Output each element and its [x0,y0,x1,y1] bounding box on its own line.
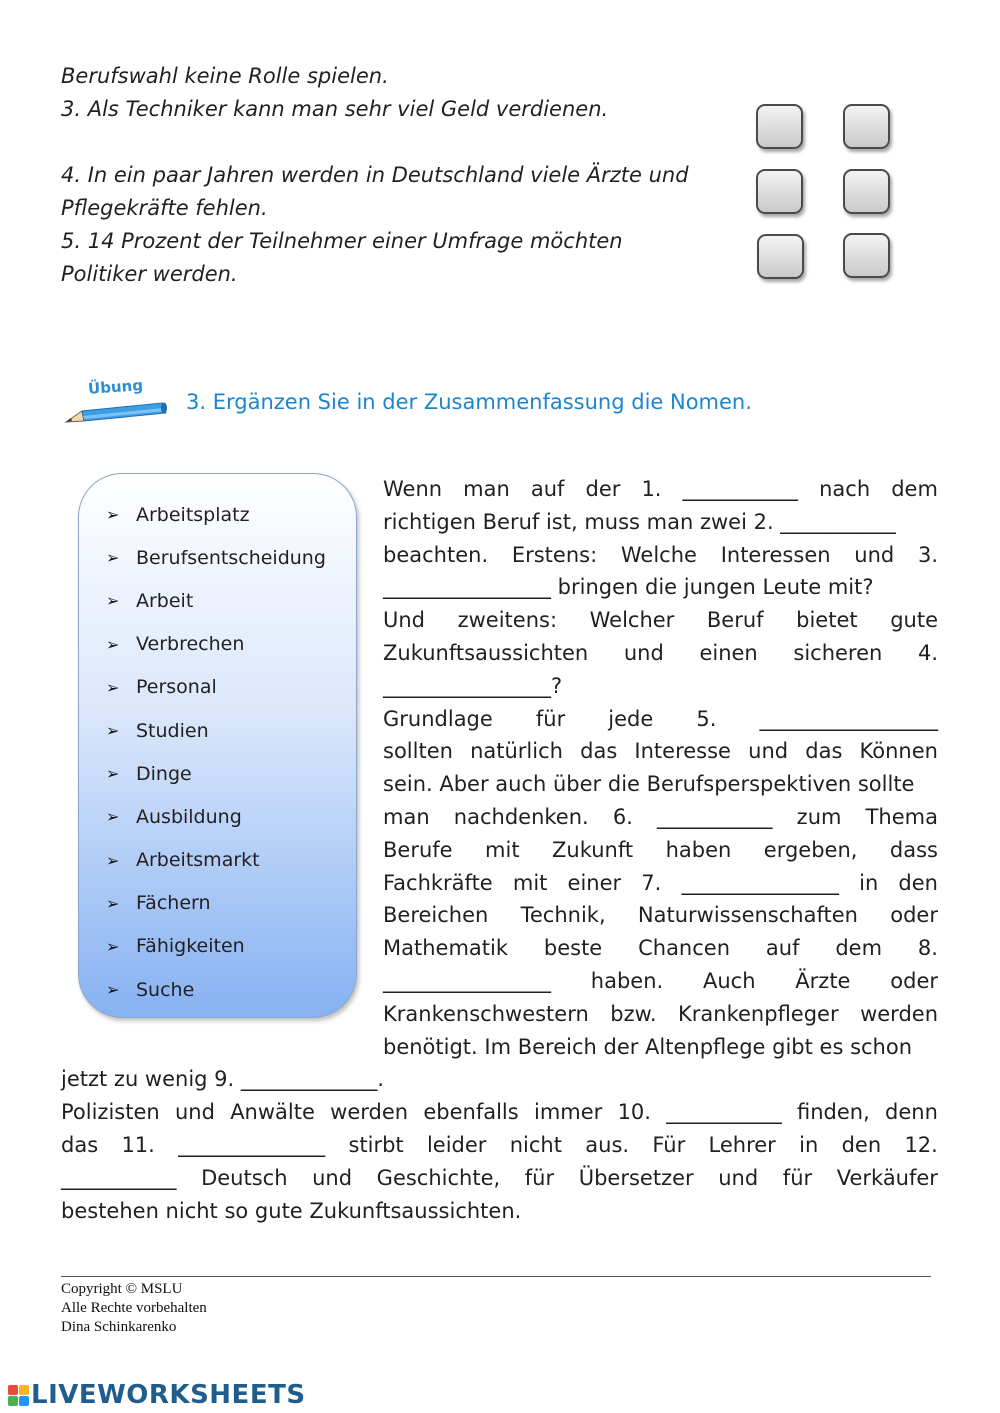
blank-answer-field[interactable]: ___________ [666,1100,782,1125]
summary-word: auf [530,477,565,501]
exercise-title: 3. Ergänzen Sie in der Zusammenfassung die Nomen. [186,390,752,414]
arrow-bullet-icon: ➢ [106,980,120,1000]
summary-word: in [859,870,879,895]
footer-author: Dina Schinkarenko [61,1319,177,1335]
word-bank-label: Arbeit [136,589,194,612]
word-bank-label: Fächern [136,892,211,915]
liveworksheets-brand[interactable] [8,1380,306,1410]
blank-answer-field[interactable]: ___________ [61,1165,177,1190]
summary-word: Welche [620,542,697,567]
word-bank-item[interactable] [106,623,326,666]
footer-divider [61,1276,931,1277]
word-bank-item[interactable] [106,493,326,536]
summary-word: Können [859,739,938,764]
summary-line [61,1195,938,1228]
summary-word: 11. [121,1133,155,1157]
summary-word: zweitens: [457,608,558,633]
word-bank-label: Arbeitsmarkt [136,849,260,872]
summary-word: 5. [696,706,717,731]
summary-word: 3. [917,542,938,567]
summary-word: und [748,739,789,764]
summary-word: 1. [641,477,662,501]
summary-word: Welcher [589,608,675,633]
summary-line [383,670,938,703]
summary-line [61,1096,938,1129]
summary-word: und [312,1165,353,1190]
summary-word: oder [890,903,938,928]
word-bank-item[interactable] [106,579,326,622]
summary-word: ebenfalls [423,1100,519,1125]
summary-word: und [854,542,895,567]
summary-word: Chancen [638,936,731,961]
summary-word: Erstens: [511,542,598,567]
logo-tile [19,1385,29,1395]
blank-answer-field[interactable]: ___________ [682,477,799,501]
summary-word: dem [835,936,883,961]
arrow-bullet-icon: ➢ [106,764,120,784]
statement-4-line-2: Pflegekräfte fehlen. [61,196,268,220]
summary-line [383,932,938,965]
summary-word: Fachkräfte [383,870,493,895]
summary-line [383,998,938,1031]
summary-word: ergeben, [763,837,858,862]
answer-box-5-richtig[interactable] [757,234,804,279]
word-bank-item[interactable] [106,925,326,968]
summary-word: oder [890,969,938,993]
summary-word: das [580,739,618,764]
word-bank-label: Dinge [136,762,192,785]
summary-word: Ärzte [795,969,851,993]
summary-word: Zukunftsaussichten [383,641,589,665]
summary-word: zum [796,805,842,829]
summary-word: leider [426,1133,487,1157]
footer-rights: Alle Rechte vorbehalten [61,1300,207,1316]
logo-tile [8,1385,18,1395]
summary-line [61,1063,938,1096]
summary-line [383,473,938,506]
summary-word: Bereichen [383,903,489,928]
summary-word: Polizisten [61,1100,160,1125]
summary-word: werden [860,1001,938,1026]
summary-word: jede [608,706,654,731]
summary-word: Thema [865,805,938,829]
arrow-bullet-icon: ➢ [106,677,120,697]
summary-word: Geschichte, [376,1165,501,1190]
summary-word: 6. [612,805,633,829]
summary-word: auf [765,936,800,961]
summary-word: Deutsch [201,1165,288,1190]
answer-box-3-falsch[interactable] [843,104,890,149]
word-bank-label: Berufsentscheidung [136,546,326,569]
summary-word: Naturwissenschaften [637,903,858,928]
summary-line [383,965,938,998]
summary-word: den [841,1133,882,1157]
summary-word: und [623,641,664,665]
word-bank-label: Verbrechen [136,633,245,656]
summary-line [383,735,938,768]
summary-line [383,571,938,604]
summary-word: bietet [796,608,858,633]
summary-word: Beruf [706,608,764,633]
word-bank-item[interactable] [106,666,326,709]
arrow-bullet-icon: ➢ [106,634,120,654]
summary-word: Übersetzer [578,1165,694,1190]
summary-word: gute [890,608,938,633]
statement-5-line-2: Politiker werden. [61,262,238,286]
summary-line [383,703,938,736]
summary-line [383,604,938,637]
summary-word: für [535,706,566,731]
summary-word: einer [567,870,622,895]
word-bank-label: Suche [136,978,195,1001]
summary-word: Anwälte [230,1100,315,1125]
summary-word: beste [543,936,603,961]
summary-word: sicheren [793,641,883,665]
summary-word: Wenn [383,477,443,501]
summary-word: nachdenken. [453,805,589,829]
summary-word: in [799,1133,819,1157]
summary-word: der [585,477,621,501]
word-bank-label: Ausbildung [136,805,242,828]
answer-box-4-falsch[interactable] [843,169,890,214]
blank-answer-field[interactable]: ______________ [178,1133,326,1157]
summary-word: Berufe [383,837,453,862]
word-bank-label: Arbeitsplatz [136,503,250,526]
summary-line [61,1162,938,1195]
statement-3: 3. Als Techniker kann man sehr viel Geld verdienen. [61,97,609,121]
blank-answer-field[interactable]: jetzt zu wenig 9. _____________. [61,1067,385,1092]
summary-word: Mathematik [383,936,509,961]
summary-word: 10. [617,1100,651,1125]
summary-word: für [782,1165,813,1190]
summary-word: sein. Aber auch über die Berufsperspektiven sollte [383,772,915,797]
summary-word: aus. [585,1133,630,1157]
summary-word: sollten [383,739,453,764]
summary-word: stirbt [348,1133,404,1157]
summary-line [383,899,938,932]
summary-word: man [463,477,510,501]
summary-line [383,637,938,670]
word-bank-item[interactable] [106,839,326,882]
summary-word: Und [383,608,426,633]
blank-answer-field[interactable]: ________________ bringen die jungen Leute mit? [383,575,874,600]
summary-word: werden [330,1100,409,1125]
summary-word: Lehrer [708,1133,776,1157]
summary-word: Krankenschwestern [383,1001,589,1026]
summary-line [383,801,938,834]
summary-word: Interessen [720,542,831,567]
arrow-bullet-icon: ➢ [106,807,120,827]
summary-word: finden, [797,1100,870,1125]
summary-word: immer [533,1100,603,1125]
summary-word: Krankenpfleger [678,1001,839,1026]
summary-word: nach [819,477,871,501]
blank-answer-field[interactable]: ________________? [383,673,563,698]
blank-answer-field[interactable]: ________________ [383,969,551,993]
answer-box-4-richtig[interactable] [756,169,803,214]
summary-word: mit [485,837,520,862]
summary-line [383,506,938,539]
summary-word: man [383,805,430,829]
exercise-header [62,378,782,428]
summary-line [383,1031,938,1064]
summary-word: Verkäufer [836,1165,938,1190]
statement-2-continuation: Berufswahl keine Rolle spielen. [61,64,389,88]
summary-word: 12. [904,1133,938,1157]
word-bank [78,473,357,1018]
summary-word: dass [889,837,938,862]
word-bank-item[interactable] [106,709,326,752]
word-bank-label: Fähigkeiten [136,935,245,958]
arrow-bullet-icon: ➢ [106,548,120,568]
arrow-bullet-icon: ➢ [106,850,120,870]
summary-word: für [524,1165,555,1190]
logo-tile [8,1396,18,1406]
summary-line [383,539,938,572]
summary-word: Auch [702,969,756,993]
word-bank-item[interactable] [106,536,326,579]
summary-word: und [718,1165,759,1190]
blank-answer-field[interactable]: _________________ [759,706,938,731]
arrow-bullet-icon: ➢ [106,936,120,956]
word-bank-label: Studien [136,719,209,742]
summary-word: das [61,1133,99,1157]
brand-name: LIVEWORKSHEETS [31,1380,306,1410]
summary-word: bestehen nicht so gute Zukunftsaussichten. [61,1198,522,1223]
word-bank-item[interactable] [106,752,326,795]
exercise-badge: Übung [87,376,144,398]
statement-5-line-1: 5. 14 Prozent der Teilnehmer einer Umfrage möchten [61,229,623,253]
summary-word: nicht [509,1133,562,1157]
word-bank-item[interactable] [106,882,326,925]
summary-word: denn [885,1100,938,1125]
summary-line [383,834,938,867]
answer-box-5-falsch[interactable] [843,233,890,278]
summary-word: benötigt. Im Bereich der Altenpflege gibt es schon [383,1034,913,1059]
word-bank-list [106,493,326,1011]
word-bank-item[interactable] [106,968,326,1011]
summary-word: Technik, [520,903,606,928]
summary-line [61,1129,938,1162]
liveworksheets-logo-icon [8,1385,28,1405]
blank-answer-field[interactable]: _______________ [681,870,839,895]
summary-word: mit [512,870,548,895]
summary-word: haben [665,837,732,862]
summary-word: einen [699,641,758,665]
summary-word: 4. [917,641,938,665]
logo-tile [19,1396,29,1406]
summary-word: Für [652,1133,686,1157]
word-bank-item[interactable] [106,795,326,838]
summary-word: haben. [590,969,664,993]
summary-word: beachten. [383,542,489,567]
summary-word: dem [891,477,938,501]
summary-word: 8. [917,936,938,961]
summary-word: Interesse [634,739,731,764]
summary-word: den [898,870,938,895]
blank-answer-field[interactable]: richtigen Beruf ist, muss man zwei 2. ___________ [383,509,896,534]
arrow-bullet-icon: ➢ [106,721,120,741]
answer-box-3-richtig[interactable] [756,104,803,149]
word-bank-label: Personal [136,676,217,699]
footer-copyright: Copyright © MSLU [61,1281,183,1297]
summary-word: natürlich [470,739,563,764]
arrow-bullet-icon: ➢ [106,591,120,611]
summary-word: Grundlage [383,706,493,731]
summary-line [383,768,938,801]
summary-word: 7. [641,870,662,895]
statement-4-line-1: 4. In ein paar Jahren werden in Deutschland viele Ärzte und [61,163,689,187]
summary-word: bzw. [610,1001,657,1026]
blank-answer-field[interactable]: ___________ [657,805,773,829]
arrow-bullet-icon: ➢ [106,505,120,525]
summary-line [383,867,938,900]
summary-word: Zukunft [552,837,634,862]
arrow-bullet-icon: ➢ [106,893,120,913]
summary-word: das [805,739,843,764]
summary-word: und [174,1100,215,1125]
